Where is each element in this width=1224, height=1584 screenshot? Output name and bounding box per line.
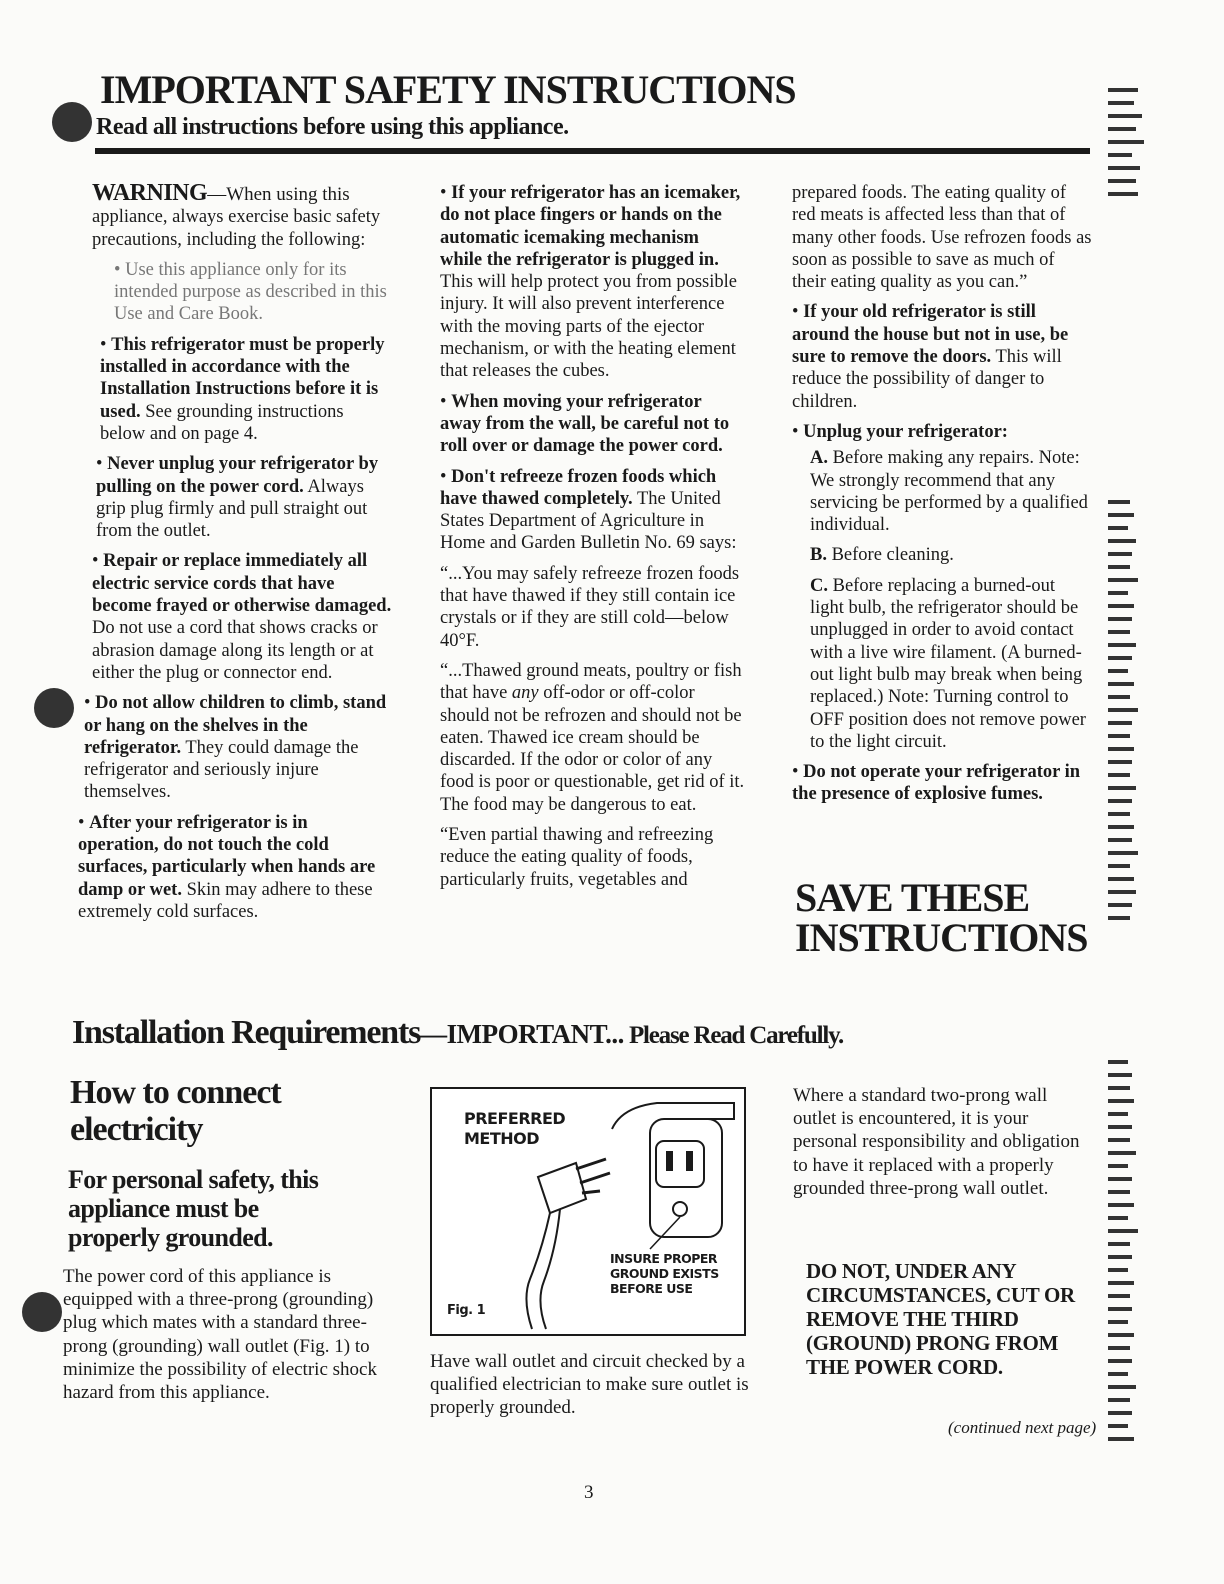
list-item: • Do not operate your refrigerator in the presence of explosive fumes.: [792, 762, 1081, 805]
column-1: [78, 180, 392, 931]
prong-warning: DO NOT, UNDER ANY CIRCUMSTANCES, CUT OR REMOVE THE THIRD (GROUND) PRONG FROM THE POWER CORD.: [806, 1259, 1075, 1379]
list-item: • After your refrigerator is in operation, do not touch the cold surfaces, particularly when hands are damp or wet. Skin may adhere to these extremely cold surfaces.: [78, 812, 376, 922]
header-rule: [95, 148, 1090, 154]
quote-paragraph: “Even partial thawing and refreezing reduce the eating quality of foods, particularly fruits, vegetables and: [440, 825, 714, 890]
figure-note: INSURE PROPER GROUND EXISTS BEFORE USE: [610, 1251, 719, 1296]
sub-item: A. Before making any repairs. Note: We strongly recommend that any servicing be performed by a qualified individual.: [810, 448, 1088, 536]
plug-body: [538, 1163, 586, 1213]
page-number: 3: [584, 1482, 594, 1503]
quote-paragraph: “...Thawed ground meats, poultry or fish that have any off-odor or off-color should not be refrozen and should not be eaten. Thawed ice cream should be discarded. If the odor or color of any food is poor or questionable, get rid of it. The food may be dangerous to eat.: [440, 660, 745, 815]
grounding-body: The power cord of this appliance is equipped with a three-prong (grounding) plug which mates with a standard three-prong (grounding) wall outlet (Fig. 1) to minimize the possibility of electric shock hazard from this appliance.: [63, 1266, 377, 1404]
figure-label: PREFERRED METHOD: [464, 1109, 566, 1148]
column-2: [440, 182, 745, 899]
bullet-dot: [52, 102, 92, 142]
list-item: • Use this appliance only for its intended purpose as described in this Use and Care Book.: [114, 259, 387, 325]
list-item: • If your refrigerator has an icemaker, do not place fingers or hands on the automatic icemaking mechanism while the refrigerator is plugged in. This will help protect you from possible injury. It will also prevent interference with the moving parts of the ejector mechanism, or with the heating element that releases the cubes.: [440, 183, 741, 382]
scan-marks-middle: [1108, 500, 1158, 929]
figure-caption: Have wall outlet and circuit checked by a qualified electrician to make sure outlet is properly grounded.: [430, 1351, 749, 1418]
sub-item: C. Before replacing a burned-out light bulb, the refrigerator should be unplugged in order to avoid contact with a live wire filament. (A burned-out light bulb may break when being replaced.) Note: Turning control to OFF position does not remove power to the light circuit.: [810, 575, 1086, 752]
list-item: • This refrigerator must be properly installed in accordance with the Installation Instructions before it is used. See grounding instructions below and on page 4.: [100, 334, 385, 444]
warning-paragraph: [92, 182, 392, 251]
list-item: • When moving your refrigerator away from the wall, be careful not to roll over or damage the power cord.: [440, 391, 730, 457]
bullet-dot: [22, 1292, 62, 1332]
warning-intro: appliance, always exercise basic safety precautions, including the following:: [92, 207, 381, 250]
figure-1: [430, 1087, 746, 1336]
bullet-dot: [34, 688, 74, 728]
quote-paragraph: “...You may safely refreeze frozen foods that have thawed if they still contain ice crystals or if they are still cold—below 40°F.: [440, 563, 740, 651]
page-subtitle: Read all instructions before using this appliance.: [96, 114, 569, 140]
list-item: • Don't refreeze frozen foods which have thawed completely. The United States Department of Agriculture in Home and Garden Bulletin No. 69 says:: [440, 466, 737, 554]
list-item: • Repair or replace immediately all electric service cords that have become frayed or otherwise damaged. Do not use a cord that shows cracks or abrasion damage along its length or at either the plug or connector end.: [92, 551, 392, 683]
list-item: • Do not allow children to climb, stand or hang on the shelves in the refrigerator. They could damage the refrigerator and seriously injure themselves.: [84, 693, 387, 803]
grounding-heading: For personal safety, this appliance must be properly grounded.: [68, 1165, 319, 1252]
warning-tail: —When using this: [207, 184, 350, 205]
sub-item: B. Before cleaning.: [810, 545, 954, 566]
warning-label: WARNING: [92, 180, 208, 206]
figure-number: Fig. 1: [447, 1303, 486, 1318]
scan-marks-top: [1108, 88, 1158, 205]
two-prong-paragraph: Where a standard two-prong wall outlet is encountered, it is your personal responsibility and obligation to have it replaced with a properly grounded three-prong wall outlet.: [793, 1085, 1080, 1199]
installation-heading: Installation Requirements—IMPORTANT... Please Read Carefully.: [72, 1014, 844, 1051]
save-instructions: SAVE THESE INSTRUCTIONS: [795, 875, 1088, 960]
quote-continuation: prepared foods. The eating quality of red meats is affected less than that of many other foods. Use refrozen foods as soon as possible to save as much of their eating quality as you can.”: [792, 183, 1092, 293]
plug-outlet-illustration: [472, 1089, 742, 1334]
list-item: • Never unplug your refrigerator by pulling on the power cord. Always grip plug firmly and pull straight out from the outlet.: [96, 454, 379, 542]
list-item: • Unplug your refrigerator:: [792, 421, 1008, 442]
column-3: [792, 182, 1092, 814]
page-title: IMPORTANT SAFETY INSTRUCTIONS: [100, 67, 796, 112]
scan-marks-bottom: [1108, 1060, 1158, 1450]
list-item: • If your old refrigerator is still around the house but not in use, be sure to remove the doors. This will reduce the possibility of danger to children.: [792, 302, 1069, 412]
connect-electricity-heading: How to connect electricity: [70, 1074, 281, 1148]
outlet-receptacle: [656, 1141, 704, 1187]
continued-note: (continued next page): [948, 1418, 1097, 1437]
